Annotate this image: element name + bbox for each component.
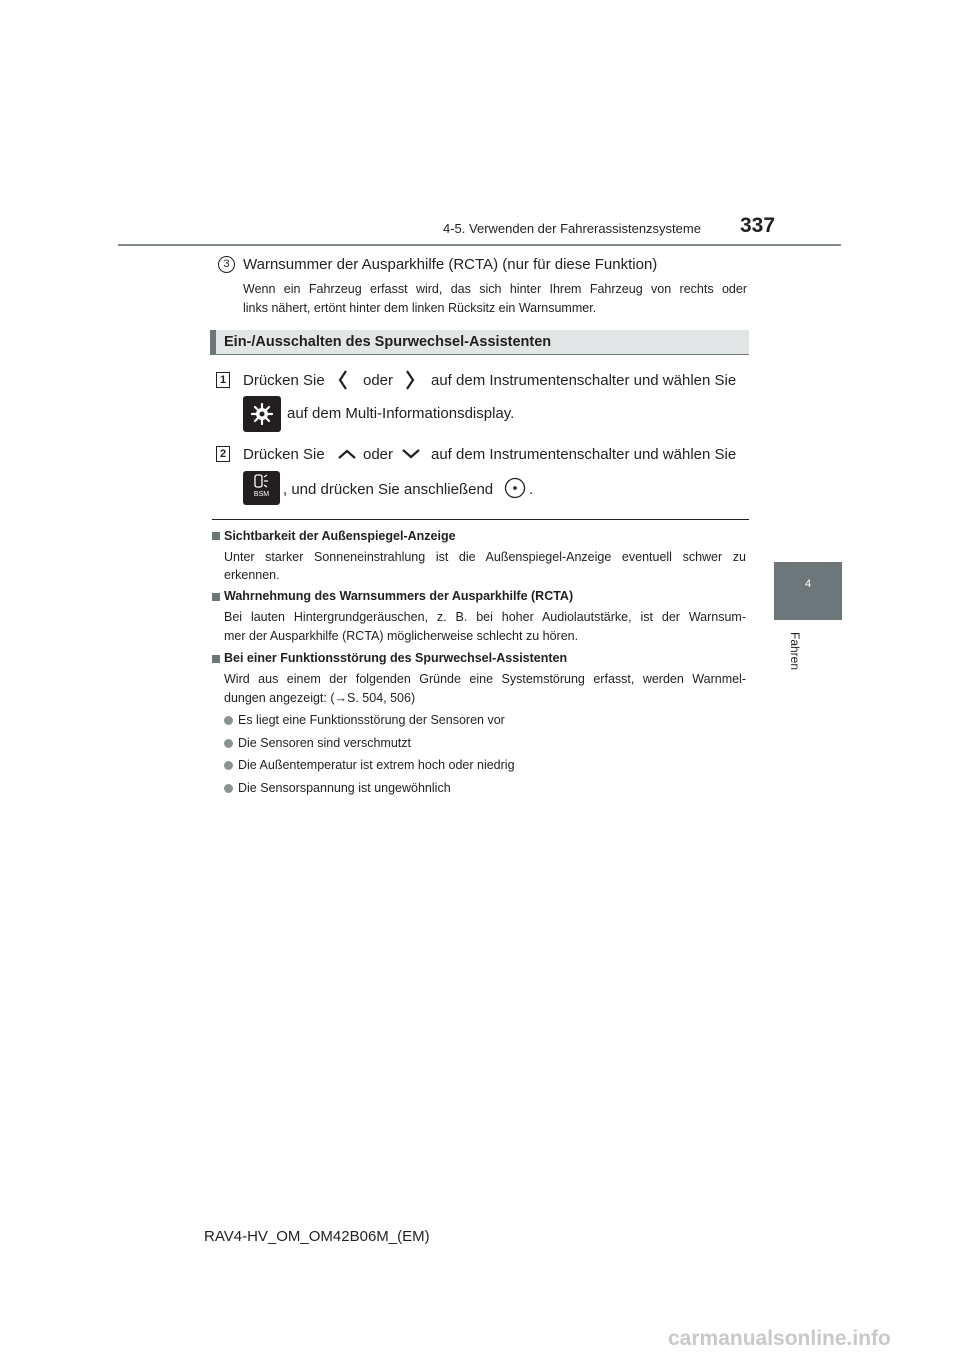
section-heading-accent [210, 330, 216, 355]
note-text-line: erkennen. [224, 568, 280, 582]
chevron-up-icon [337, 448, 357, 460]
note-title-buzzer-perception: Wahrnehmung des Warnsummers der Ausparkhilfe (RCTA) [224, 589, 574, 603]
step1-text-instrument: auf dem Instrumentenschalter und wählen Sie [431, 372, 737, 389]
step1-text-press: Drücken Sie [243, 372, 325, 389]
bsm-label: BSM [253, 491, 270, 498]
item-number-3: 3 [218, 256, 235, 273]
note-square-bullet [212, 655, 220, 663]
bullet-dot [224, 716, 233, 725]
step2-text-instrument: auf dem Instrumentenschalter und wählen Sie [431, 446, 737, 463]
step1-text-display: auf dem Multi-Informationsdisplay. [287, 405, 515, 422]
bullet-dot [224, 784, 233, 793]
chapter-tab [774, 562, 842, 620]
note-text-line: dungen angezeigt: (→S. 504, 506) [224, 691, 416, 705]
bsm-display-icon [243, 471, 280, 505]
list-item: Es liegt eine Funktionsstörung der Sensoren vor [238, 713, 505, 727]
step-number-1: 1 [216, 372, 230, 388]
notes-divider [212, 519, 749, 520]
list-item: Die Sensoren sind verschmutzt [238, 736, 411, 750]
settings-display-icon [243, 396, 281, 432]
chapter-tab-number: 4 [804, 578, 812, 590]
chapter-label: Fahren [788, 632, 802, 671]
item3-text-line1: Wenn ein Fahrzeug erfasst wird, das sich hinter Ihrem Fahrzeug von rechts oder [243, 282, 747, 296]
chevron-left-icon [337, 369, 349, 391]
item3-title: Warnsummer der Ausparkhilfe (RCTA) (nur für diese Funktion) [243, 256, 658, 273]
step1-text-or: oder [363, 372, 394, 389]
step2-text-then-press: , und drücken Sie anschließend [283, 481, 494, 498]
settings-gear-icon [243, 396, 281, 432]
step-number-2: 2 [216, 446, 230, 462]
bullet-dot [224, 739, 233, 748]
note-text-line: mer der Ausparkhilfe (RCTA) möglicherweise schlecht zu hören. [224, 629, 579, 643]
note-square-bullet [212, 593, 220, 601]
note-text-line: Unter starker Sonneneinstrahlung ist die Außenspiegel-Anzeige eventuell schwer zu [224, 550, 746, 564]
list-item: Die Sensorspannung ist ungewöhnlich [238, 781, 451, 795]
item3-text-line2: links nähert, ertönt hinter dem linken Rücksitz ein Warnsummer. [243, 301, 597, 315]
note-text-line: Bei lauten Hintergrundgeräuschen, z. B. bei hoher Audiolautstärke, ist der Warnsum- [224, 610, 746, 624]
section-heading: Ein-/Ausschalten des Spurwechsel-Assistenten [224, 334, 552, 350]
bullet-dot [224, 761, 233, 770]
note-square-bullet [212, 532, 220, 540]
header-divider [118, 244, 841, 246]
blind-spot-monitor-icon [243, 471, 280, 505]
chevron-right-icon [404, 369, 416, 391]
page-number: 337 [740, 214, 776, 237]
step2-text-period: . [529, 481, 534, 498]
running-header-section: 4-5. Verwenden der Fahrerassistenzsysteme [443, 221, 701, 236]
list-item: Die Außentemperatur ist extrem hoch oder niedrig [238, 758, 515, 772]
ok-button-icon [504, 477, 526, 499]
note-text-line: Wird aus einem der folgenden Gründe eine Systemstörung erfasst, werden Warnmel- [224, 672, 746, 686]
chevron-down-icon [401, 448, 421, 460]
watermark: carmanualsonline.info [668, 1327, 891, 1350]
step2-text-press: Drücken Sie [243, 446, 325, 463]
note-title-mirror-visibility: Sichtbarkeit der Außenspiegel-Anzeige [224, 529, 456, 543]
note-title-malfunction: Bei einer Funktionsstörung des Spurwechsel-Assistenten [224, 651, 568, 665]
step2-text-or: oder [363, 446, 394, 463]
document-code: RAV4-HV_OM_OM42B06M_(EM) [204, 1228, 430, 1245]
